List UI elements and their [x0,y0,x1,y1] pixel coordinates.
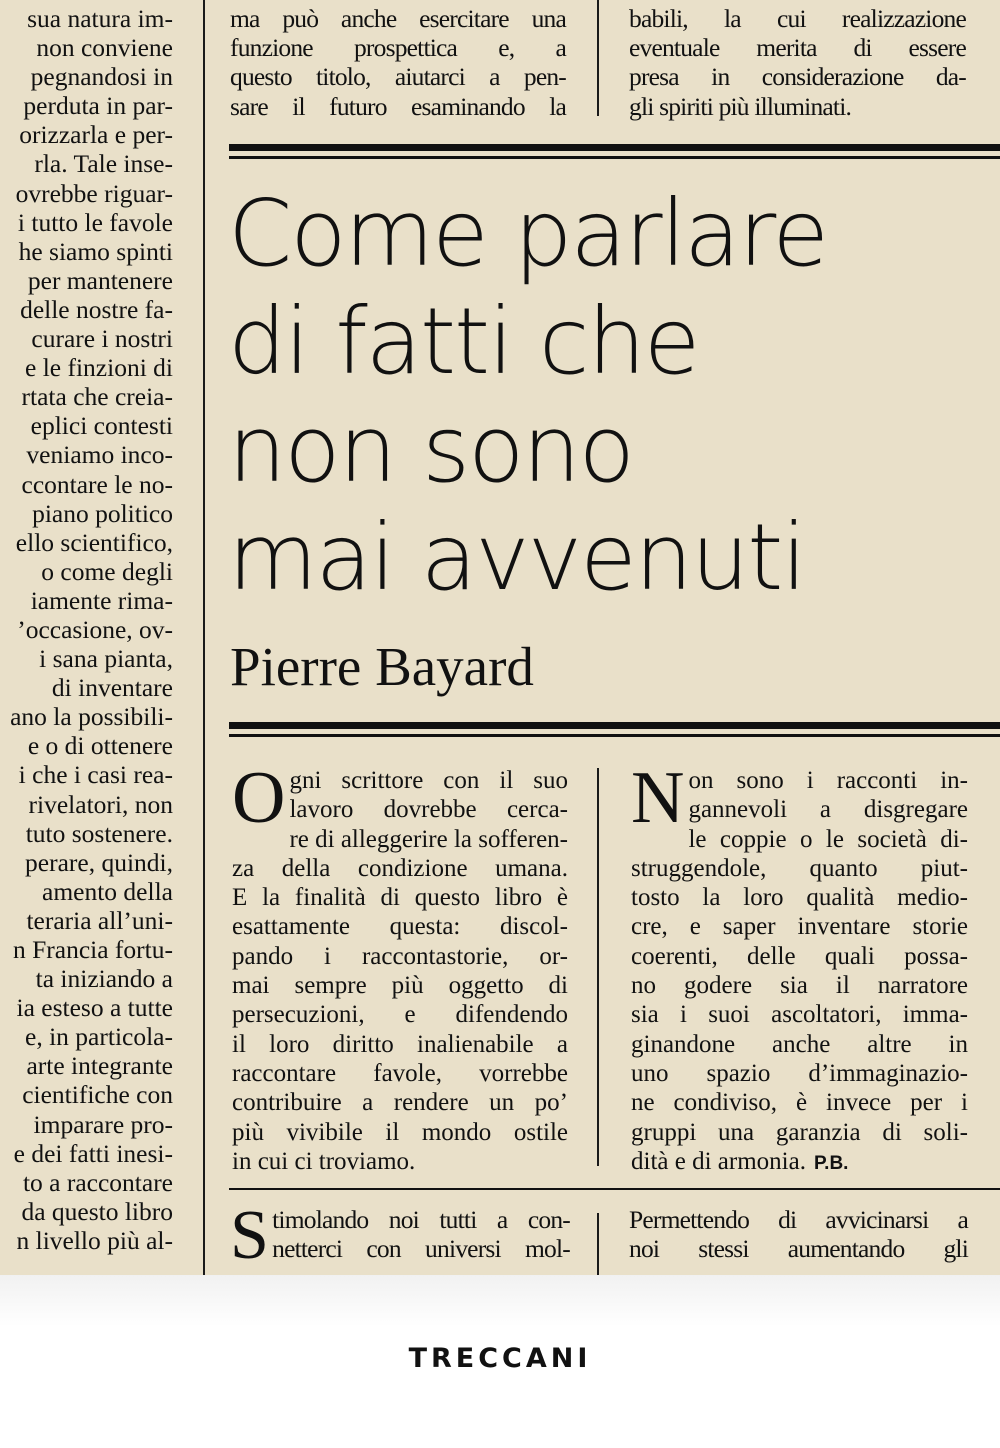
text-line: di inventare [51,673,173,703]
text-line: in cui ci troviamo. [232,1147,416,1175]
text-line: ’occasione, ov- [17,614,173,644]
text-line: babili, la cui realizzazione [629,4,966,33]
text-line: gruppi una garanzia di soli- [631,1118,968,1146]
text-line: lavoro dovrebbe cerca- [289,796,568,824]
text-line: più vivibile il mondo ostile [232,1118,568,1146]
title-line: non sono [228,396,633,503]
text-line: ginandone anche altre in [631,1030,968,1058]
drop-cap: O [232,757,286,839]
text-line: rla. Tale inse- [34,149,173,179]
text-line: ovrebbe riguar- [15,178,173,208]
text-line: eventuale merita di essere [629,33,966,63]
text-line: sua natura im- [27,4,173,33]
title-bottom-rule-thin [229,734,1000,737]
text-line: rivelatori, non [28,789,173,819]
text-line: he siamo spinti [18,236,173,266]
text-line: netterci con universi mol- [272,1234,570,1264]
text-line: da questo libro [21,1196,173,1226]
text-line: gli spiriti più illuminati. [629,91,852,121]
text-line: pegnandosi in [30,62,173,92]
text-line: raccontare favole, vorrebbe [232,1059,568,1087]
text-line: noi stessi aumentando gli [629,1234,968,1264]
title-top-rule-thick [229,144,1000,151]
book-title [228,180,988,612]
text-line: presa in considerazione da- [629,62,966,92]
text-line: i tutto le favole [17,207,173,237]
text-line: on sono i racconti in- [688,767,968,794]
text-line: Permettendo di avvicinarsi a [629,1205,968,1234]
text-line: orizzarla e per- [19,120,173,150]
text-line: mai sempre più oggetto di [232,972,568,1000]
text-line: tuto sostenere. [25,818,173,848]
bottom-section-rule [229,1188,1000,1190]
title-top-rule-thin [229,156,1000,159]
column-rule-top [597,0,599,116]
text-line: cre, e saper inventare storie [631,913,968,941]
column-rule-middle [597,768,599,1166]
text-line: gannevoli a disgregare [688,796,968,824]
text-line: persecuzioni, e difendendo [232,1001,568,1029]
text-line: esattamente questa: discol- [232,913,568,941]
text-line: sia i suoi ascoltatori, imma- [631,1001,968,1029]
author-name: Pierre Bayard [230,636,534,697]
text-line: tosto la loro qualità medio- [631,884,968,912]
text-line: arte integrante [26,1051,173,1081]
text-line: ne condiviso, è invece per i [631,1089,968,1117]
text-line: coerenti, delle quali possa- [631,942,968,970]
text-line: E la finalità di questo libro è [232,884,568,912]
text-line: cientifiche con [22,1080,173,1110]
text-line: n livello più al- [16,1225,173,1255]
drop-cap: S [230,1197,269,1274]
text-line: uno spazio d’immaginazio- [631,1059,968,1087]
top-middle-text-column [230,4,566,121]
text-line: imparare pro- [33,1109,173,1139]
title-line: mai avvenuti [228,504,805,611]
bottom-right-text-column [629,1205,968,1263]
text-line: iamente rima- [30,585,173,615]
text-line: ello scientifico, [15,527,173,557]
text-line: i sana pianta, [39,644,173,674]
text-line: e o di ottenere [27,731,173,761]
text-line: i che i casi rea- [18,760,173,790]
text-line: questo titolo, aiutarci a pen- [230,62,566,92]
text-line: e, in particola- [25,1022,173,1052]
text-line: perduta in par- [23,91,173,121]
text-line: e le finzioni di [25,353,173,383]
title-bottom-rule-thick [229,722,1000,729]
text-line: za della condizione umana. [232,854,568,882]
blurb-paragraph-right [631,757,968,1176]
text-line: re di alleggerire la sofferen- [289,825,569,853]
blurb-paragraph-left [232,757,569,1176]
text-line: pando i raccontastorie, or- [232,942,568,970]
text-line: ano la possibili- [10,702,173,732]
text-line: ma può anche esercitare una [230,4,566,33]
text-line: perare, quindi, [25,847,173,877]
text-line: curare i nostri [31,324,173,354]
text-line: piano politico [32,498,173,528]
text-line: dità e di armonia. P.B. [631,1147,849,1175]
column-rule-bottom [597,1213,599,1275]
bottom-middle-text-column [230,1197,570,1274]
top-right-text-column [629,4,966,121]
text-line: no godere sia il narratore [631,972,968,1000]
text-line: ta iniziando a [35,964,173,994]
text-line: to a raccontare [22,1167,173,1197]
text-line: eplici contesti [30,411,173,441]
text-line: e dei fatti inesi- [13,1138,173,1168]
left-text-column [0,4,173,1255]
text-line: amento della [42,876,173,906]
text-line: sare il futuro esaminando la [230,91,566,121]
text-line: contribuire a rendere un po’ [232,1089,568,1117]
text-line: per mantenere [27,265,173,295]
text-line: struggendole, quanto piut- [631,854,968,882]
text-line: n Francia fortu- [12,935,173,964]
text-line: il loro diritto inalienabile a [232,1030,568,1058]
text-line: le coppie o le società di- [688,825,968,853]
text-line: teraria all’uni- [26,905,173,935]
drop-cap: N [631,757,685,839]
text-line: veniamo inco- [26,440,173,470]
text-line: delle nostre fa- [20,294,173,324]
text-line: funzione prospettica e, a [230,33,566,63]
title-line: di fatti che [228,288,699,395]
column-rule-left [203,0,205,1275]
title-line: Come parlare [228,180,827,287]
text-line: o come degli [41,556,173,586]
publisher-logo: TRECCANI [408,1343,592,1374]
text-line: rtata che creia- [21,382,173,412]
text-line: non conviene [36,33,173,63]
text-line: timolando noi tutti a con- [272,1205,570,1234]
author-initials: P.B. [813,1152,849,1174]
text-line: gni scrittore con il suo [289,767,568,794]
text-line: ia esteso a tutte [16,993,173,1023]
text-line: ccontare le no- [21,469,173,499]
